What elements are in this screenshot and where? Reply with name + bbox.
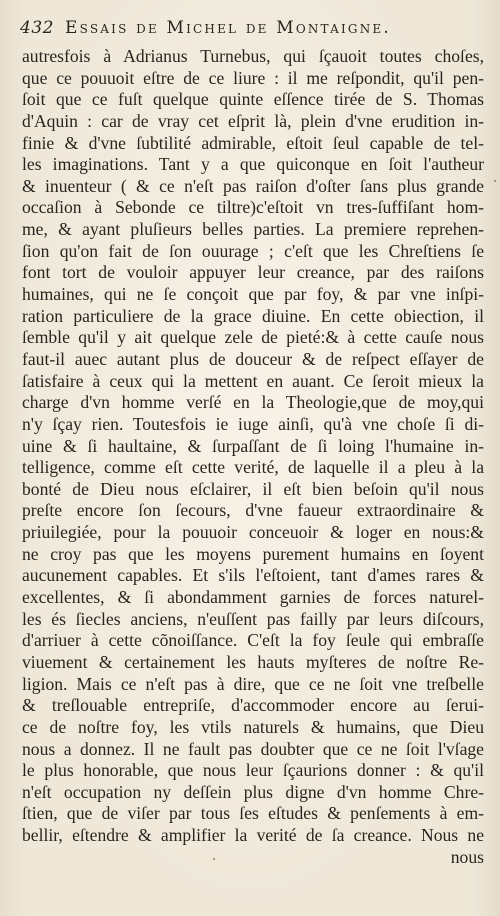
text-line: les és ſiecles anciens, n'euſſent pas failly par leurs diſcours, xyxy=(22,608,484,629)
text-line: ligion. Mais ce n'eſt pas à dire, que ce ne ſoit vne treſbelle xyxy=(22,673,484,694)
text-line: & treſlouable entrepriſe, d'accommoder encore au ſerui- xyxy=(22,695,484,716)
text-line: bonté de Dieu nous eſclairer, il eſt bien beſoin qu'il nous xyxy=(22,478,484,499)
text-line: nous a donnez. Il ne fault pas doubter que ce ne ſoit l'vſage xyxy=(22,738,484,759)
paper-speck xyxy=(494,180,496,182)
text-line: finie & d'vne ſubtilité admirable, eſtoit ſeul capable de tel- xyxy=(22,132,484,153)
text-line: d'Aquin : car de vray cet eſprit là, plein d'vne erudition in- xyxy=(22,110,484,131)
text-line: le plus honorable, que nous leur ſçaurions donner : & qu'il xyxy=(22,760,484,781)
paper-speck xyxy=(213,858,215,860)
text-line: ne croy pas que les moyens purement humains en ſoyent xyxy=(22,543,484,564)
text-line: uine & ſi haultaine, & ſurpaſſant de ſi loing l'humaine in- xyxy=(22,435,484,456)
text-line: ſemble qu'il y ait quelque zele de pieté:& à cette cauſe nous xyxy=(22,327,484,348)
text-line: charge d'vn homme verſé en la Theologie,que de moy,qui xyxy=(22,392,484,413)
text-line: me, & ayant pluſieurs belles parties. La premiere reprehen- xyxy=(22,219,484,240)
text-line: d'arriuer à cette cõnoiſſance. C'eſt la foy ſeule qui embraſſe xyxy=(22,630,484,651)
catchword: nous xyxy=(450,846,484,867)
text-line: bellir, eſtendre & amplifier la verité de ſa creance. Nous ne xyxy=(22,825,484,846)
body-text xyxy=(22,46,484,868)
text-line: occaſion à Sebonde ce tiltre)c'eſtoit vn tres-ſuffiſant hom- xyxy=(22,197,484,218)
text-line: excellentes, & ſi abondamment garnies de forces naturel- xyxy=(22,587,484,608)
text-line: viuement & certainement les hauts myſteres de noſtre Re- xyxy=(22,651,484,672)
text-line: ration particuliere de la grace diuine. En cette obiection, il xyxy=(22,305,484,326)
text-line: preſte encore ſon ſecours, d'vne faueur extraordinaire & xyxy=(22,500,484,521)
text-line: que ce pouuoit eſtre de ce liure : il me reſpondit, qu'il pen- xyxy=(22,67,484,88)
text-line: priuilegiée, pour la pouuoir conceuoir & loger en nous:& xyxy=(22,522,484,543)
text-line: ſatisfaire à ceux qui la mettent en auant. Ce ſeroit mieux la xyxy=(22,370,484,391)
text-line: autresfois à Adrianus Turnebus, qui ſçauoit toutes choſes, xyxy=(22,46,484,66)
text-line: n'y ſçay rien. Toutesfois ie iuge ainſi, qu'à vne choſe ſi di- xyxy=(22,413,484,434)
text-line: faut-il auec autant plus de douceur & de reſpect eſſayer de xyxy=(22,348,484,369)
text-line: n'eſt occupation ny deſſein plus digne d'vn homme Chre- xyxy=(22,781,484,802)
text-line: les imaginations. Tant y a que quiconque en ſoit l'autheur xyxy=(22,154,484,175)
text-line: & inuenteur ( & ce n'eſt pas raiſon d'oſter ſans plus grande xyxy=(22,175,484,196)
running-head-title: Essais de Michel de Montaigne. xyxy=(65,18,391,38)
page-number: 432 xyxy=(20,18,54,38)
text-line: telligence, comme eſt cette verité, de laquelle il a pleu à la xyxy=(22,457,484,478)
text-line: ce de noſtre foy, les vtils naturels & humains, que Dieu xyxy=(22,716,484,737)
text-line: ſoit que ce fuſt quelque quinte eſſence tirée de S. Thomas xyxy=(22,89,484,110)
text-line: font tort de vouloir appuyer leur creance, par des raiſons xyxy=(22,262,484,283)
text-line: ſion qu'on fait de ſon ouurage ; c'eſt que les Chreſtiens ſe xyxy=(22,240,484,261)
running-head xyxy=(20,18,482,42)
text-line: aucunement capables. Et s'ils l'eſtoient, tant d'ames rares & xyxy=(22,565,484,586)
text-line: ſtien, que de viſer par tous ſes eſtudes & penſements à em- xyxy=(22,803,484,824)
text-line: humaines, qui ne ſe conçoit que par foy, & par vne inſpi- xyxy=(22,284,484,305)
